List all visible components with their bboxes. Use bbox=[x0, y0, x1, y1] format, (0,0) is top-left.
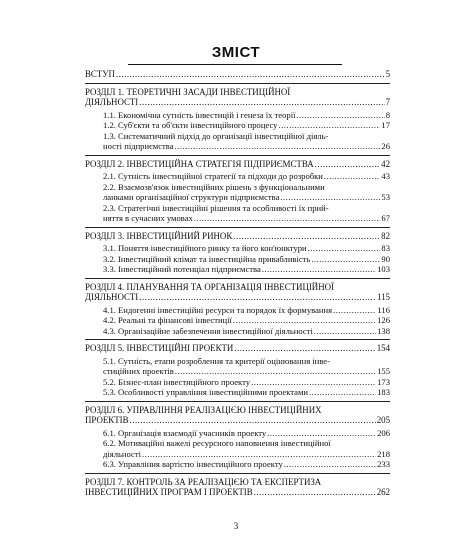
dot-leader bbox=[308, 243, 381, 254]
subsection-page: 116 bbox=[377, 304, 390, 315]
toc-intro-page: 5 bbox=[385, 69, 390, 79]
subsection-list bbox=[85, 171, 390, 224]
subsection-text: 3.2. Інвестиційний клімат та інвестиційна привабливість bbox=[103, 253, 311, 264]
toc-section-6 bbox=[85, 402, 390, 474]
dot-leader bbox=[233, 315, 376, 326]
dot-leader bbox=[278, 120, 380, 131]
subsection-text: 1.1. Економічна сутність інвестицій і генеза їх теорії bbox=[103, 109, 296, 120]
section-heading-line1[interactable]: РОЗДІЛ 7. КОНТРОЛЬ ЗА РЕАЛІЗАЦІЄЮ ТА ЕКСПЕРТИЗА bbox=[85, 476, 322, 487]
dot-leader bbox=[194, 213, 381, 224]
toc-section-4 bbox=[85, 279, 390, 341]
subsection-text: няття в сучасних умовах bbox=[103, 213, 193, 223]
dot-leader bbox=[139, 97, 384, 108]
dot-leader bbox=[280, 192, 380, 203]
toc-intro[interactable] bbox=[85, 66, 390, 84]
subsection-list bbox=[85, 305, 390, 337]
section-heading[interactable] bbox=[85, 159, 390, 170]
section-heading[interactable] bbox=[85, 343, 390, 354]
subsection-item[interactable] bbox=[103, 171, 390, 182]
subsection-item[interactable] bbox=[103, 326, 390, 337]
page-number: 3 bbox=[233, 521, 239, 531]
subsection-text: 6.3. Управління вартістю інвестиційного проекту bbox=[103, 459, 283, 469]
subsection-text-line1: 2.3. Стратегічні інвестиційні рішення та особливості їх прий- bbox=[103, 202, 329, 213]
subsection-text-line1: 2.2. Взаємозв'язок інвестиційних рішень з функціональними bbox=[103, 181, 325, 192]
dot-leader bbox=[333, 305, 376, 316]
subsection-text: 1.2. Суб'єкти та об'єкти інвестиційного процесу bbox=[103, 120, 278, 130]
subsection-text: 2.1. Сутність інвестиційної стратегії та підходи до розробки bbox=[103, 171, 323, 181]
section-heading-text: ДІЯЛЬНОСТІ bbox=[85, 292, 139, 302]
toc-section-1 bbox=[85, 84, 390, 156]
section-page: 7 bbox=[385, 97, 390, 107]
dot-leader bbox=[314, 326, 376, 337]
subsection-page: 183 bbox=[377, 387, 390, 397]
subsection-page: 126 bbox=[377, 315, 390, 325]
section-heading-text: ІНВЕСТИЦІЙНИХ ПРОГРАМ І ПРОЕКТІВ bbox=[85, 487, 253, 497]
subsection-item[interactable] bbox=[103, 315, 390, 326]
dot-leader bbox=[315, 159, 381, 170]
section-heading-text: ДІЯЛЬНОСТІ bbox=[85, 97, 139, 107]
section-page: 154 bbox=[376, 343, 390, 353]
dot-leader bbox=[142, 449, 376, 460]
subsection-page: 8 bbox=[385, 109, 390, 120]
dot-leader bbox=[116, 69, 385, 80]
toc-section-7 bbox=[85, 474, 390, 501]
subsection-list bbox=[85, 356, 390, 398]
subsection-item[interactable] bbox=[103, 120, 390, 131]
subsection-text: 6.1. Організація взаємодії учасників проекту bbox=[103, 427, 267, 438]
dot-leader bbox=[175, 366, 376, 377]
subsection-text: ності підприємства bbox=[103, 141, 174, 151]
dot-leader bbox=[309, 387, 376, 398]
subsection-page: 155 bbox=[377, 366, 390, 376]
section-heading[interactable] bbox=[85, 292, 390, 303]
dot-leader bbox=[262, 264, 376, 275]
subsection-item[interactable] bbox=[103, 182, 390, 203]
toc-intro-label: ВСТУП bbox=[85, 69, 115, 79]
subsection-text: 3.3. Інвестиційний потенціал підприємства bbox=[103, 264, 261, 274]
dot-leader bbox=[254, 487, 376, 498]
toc-section-3 bbox=[85, 228, 390, 279]
section-heading[interactable] bbox=[85, 97, 390, 108]
section-page: 115 bbox=[377, 292, 390, 302]
subsection-item[interactable] bbox=[103, 428, 390, 439]
subsection-text: стиційних проектів bbox=[103, 366, 174, 376]
subsection-text: ланками організаційної структури підприємства bbox=[103, 192, 280, 202]
table-of-contents bbox=[85, 66, 390, 501]
subsection-page: 173 bbox=[377, 376, 390, 387]
subsection-text: 5.2. Бізнес-план інвестиційного проекту bbox=[103, 376, 251, 387]
subsection-page: 17 bbox=[381, 120, 390, 130]
dot-leader bbox=[251, 377, 376, 388]
toc-section-5 bbox=[85, 340, 390, 402]
subsection-item[interactable] bbox=[103, 438, 390, 459]
section-heading-text: ПРОЕКТІВ bbox=[85, 415, 129, 425]
dot-leader bbox=[139, 292, 376, 303]
dot-leader bbox=[130, 415, 376, 426]
subsection-item[interactable] bbox=[103, 356, 390, 377]
subsection-text: 4.2. Реальні та фінансові інвестиції bbox=[103, 315, 232, 325]
subsection-page: 67 bbox=[381, 213, 390, 223]
subsection-text: 5.3. Особливості управління інвестиційними проектами bbox=[103, 387, 308, 397]
dot-leader bbox=[296, 110, 384, 121]
subsection-page: 233 bbox=[377, 459, 390, 469]
section-heading-line1[interactable]: РОЗДІЛ 1. ТЕОРЕТИЧНІ ЗАСАДИ ІНВЕСТИЦІЙНОЇ bbox=[85, 86, 291, 97]
subsection-item[interactable] bbox=[103, 203, 390, 224]
section-heading[interactable] bbox=[85, 487, 390, 498]
section-heading-line1[interactable]: РОЗДІЛ 4. ПЛАНУВАННЯ ТА ОРГАНІЗАЦІЯ ІНВЕСТИЦІЙНОЇ bbox=[85, 281, 334, 292]
subsection-page: 90 bbox=[381, 253, 390, 264]
subsection-item[interactable] bbox=[103, 264, 390, 275]
dot-leader bbox=[284, 459, 376, 470]
subsection-text: 4.3. Організаційне забезпечення інвестиційної діяльності bbox=[103, 325, 313, 336]
dot-leader bbox=[311, 254, 380, 265]
subsection-item[interactable] bbox=[103, 243, 390, 254]
section-heading[interactable] bbox=[85, 231, 390, 242]
subsection-text-line1: 5.1. Сутність, етапи розроблення та критерії оцінювання інве- bbox=[103, 355, 330, 366]
subsection-page: 26 bbox=[381, 141, 390, 151]
subsection-page: 43 bbox=[381, 171, 390, 181]
subsection-page: 83 bbox=[381, 243, 390, 253]
dot-leader bbox=[234, 343, 375, 354]
subsection-page: 138 bbox=[377, 325, 390, 336]
section-heading-text: РОЗДІЛ 2. ІНВЕСТИЦІЙНА СТРАТЕГІЯ ПІДПРИЄМСТВА bbox=[85, 158, 314, 169]
dot-leader bbox=[267, 428, 376, 439]
subsection-list bbox=[85, 428, 390, 470]
dot-leader bbox=[175, 141, 381, 152]
section-page: 82 bbox=[381, 230, 390, 241]
section-heading-text: РОЗДІЛ 5. ІНВЕСТИЦІЙНІ ПРОЕКТИ bbox=[85, 343, 234, 353]
dot-leader bbox=[324, 171, 381, 182]
subsection-item[interactable] bbox=[103, 387, 390, 398]
section-page: 42 bbox=[381, 158, 390, 169]
section-heading-line1[interactable]: РОЗДІЛ 6. УПРАВЛІННЯ РЕАЛІЗАЦІЄЮ ІНВЕСТИЦІЙНИХ bbox=[85, 404, 322, 415]
section-page: 205 bbox=[376, 415, 390, 425]
toc-section-2 bbox=[85, 156, 390, 228]
subsection-item[interactable] bbox=[103, 459, 390, 470]
subsection-list bbox=[85, 243, 390, 275]
subsection-text: діяльності bbox=[103, 448, 141, 459]
subsection-page: 103 bbox=[377, 264, 390, 274]
subsection-item[interactable] bbox=[103, 377, 390, 388]
dot-leader bbox=[233, 231, 380, 242]
section-heading[interactable] bbox=[85, 415, 390, 426]
page-title: ЗМІСТ bbox=[211, 44, 261, 61]
subsection-text: 4.1. Ендогенні інвестиційні ресурси та порядок їх формування bbox=[103, 304, 333, 315]
subsection-text-line1: 6.2. Мотиваційні важелі ресурсного наповнення інвестиційної bbox=[103, 438, 331, 448]
subsection-item[interactable] bbox=[103, 131, 390, 152]
subsection-page: 53 bbox=[381, 192, 390, 202]
subsection-item[interactable] bbox=[103, 110, 390, 121]
section-page: 262 bbox=[376, 487, 390, 497]
subsection-page: 206 bbox=[377, 427, 390, 438]
subsection-list bbox=[85, 110, 390, 152]
subsection-item[interactable] bbox=[103, 254, 390, 265]
section-heading-text: РОЗДІЛ 3. ІНВЕСТИЦІЙНИЙ РИНОК bbox=[85, 230, 233, 241]
subsection-item[interactable] bbox=[103, 305, 390, 316]
title-underline bbox=[128, 64, 342, 65]
subsection-text-line1: 1.3. Систематичний підхід до організації інвестиційної діяль- bbox=[103, 130, 329, 141]
subsection-page: 218 bbox=[377, 448, 390, 459]
subsection-text: 3.1. Поняття інвестиційного ринку та його кон'юнктури bbox=[103, 243, 307, 253]
